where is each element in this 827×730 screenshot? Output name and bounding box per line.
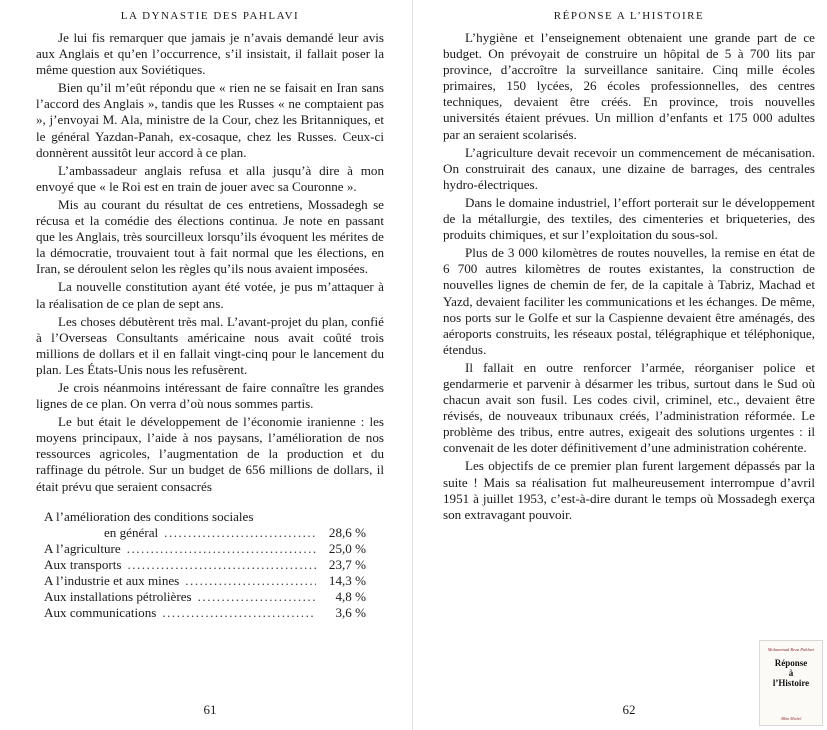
budget-label: A l’industrie et aux mines bbox=[44, 573, 180, 588]
cover-title bbox=[760, 658, 822, 688]
paragraph: Les choses débutèrent très mal. L’avant-projet du plan, confié à l’Overseas Consultants américaine nous avait coûté trois millions de dollars et il en fallait vingt-cinq pour le lancement du plan. Les États-Unis nous les refusèrent. bbox=[36, 313, 384, 377]
running-head-left: LA DYNASTIE DES PAHLAVI bbox=[120, 10, 300, 22]
paragraph: La nouvelle constitution ayant été votée, je pus m’attaquer à la réalisation de ce plan de sept ans. bbox=[36, 279, 384, 311]
paragraph: Le but était le développement de l’économie iranienne : les moyens principaux, l’aide à nos paysans, l’amélioration de nos ressources agricoles, l’augmentation de la production et du raffinage du pétrole. Sur un budget de 656 millions de dollars, il était prévu que seraient consacrés bbox=[36, 414, 384, 494]
paragraph: L’hygiène et l’enseignement obtenaient une grande part de ce budget. On prévoyait de construire un hôpital de 5 à 700 lits par province, d’accroître la surveillance sanitaire. Cinq mille écoles primaires, 150 lycées, 26 écoles professionnelles, des centres techniques, devaient être créés. En province, trois nouvelles universités étaient prévues. Un million d’enfants et 175 000 adultes par an seraient scolarisés. bbox=[443, 30, 815, 142]
page-number-left: 61 bbox=[203, 702, 217, 717]
budget-row bbox=[44, 541, 366, 557]
budget-value: 4,8 % bbox=[335, 589, 366, 605]
budget-label: Aux transports bbox=[44, 556, 122, 572]
budget-row bbox=[44, 605, 366, 621]
budget-label: Aux communications bbox=[44, 605, 157, 621]
cover-title-line: Réponse bbox=[774, 658, 808, 668]
right-body-text bbox=[443, 30, 815, 523]
budget-value: 14,3 % bbox=[328, 573, 366, 588]
budget-allocation-table bbox=[44, 509, 366, 622]
right-page bbox=[412, 0, 827, 730]
budget-row bbox=[44, 573, 366, 589]
cover-title-line: l’Histoire bbox=[772, 678, 810, 688]
paragraph: L’agriculture devait recevoir un commencement de mécanisation. On construirait des canaux, une dizaine de barrages, des centrales hydro-électriques. bbox=[443, 144, 815, 192]
paragraph: Bien qu’il m’eût répondu que « rien ne se faisait en Iran sans l’accord des Anglais », tandis que les Russes « ne comptaient pas », j’envoyai M. Ala, ministre de la Cour, chez les Britanniques, et le général Yazdan-Panah, ex-cosaque, chez les Russes. Ceux-ci donnèrent aussitôt leur accord à ce plan. bbox=[36, 80, 384, 160]
budget-value: 25,0 % bbox=[328, 540, 366, 556]
budget-value: 3,6 % bbox=[335, 605, 366, 621]
cover-publisher: Albin Michel bbox=[780, 716, 802, 721]
paragraph: Mis au courant du résultat de ces entretiens, Mossadegh se récusa et la comédie des élections continua. Je note en passant que les Anglais, très sourcilleux lorsqu’ils évoquent les mérites de la démocratie, trouvaient tout à fait normal que les élections, en Iran, se déroulent selon les règles qu’ils nous avaient imposées. bbox=[36, 196, 384, 277]
budget-row bbox=[44, 509, 366, 525]
paragraph: Je lui fis remarquer que jamais je n’avais demandé leur avis aux Anglais et qu’en l’occurrence, s’il insistait, il fallait poser la même question aux Soviétiques. bbox=[36, 30, 384, 78]
budget-row bbox=[44, 589, 366, 605]
cover-title-line: à bbox=[788, 668, 794, 678]
book-cover-thumbnail bbox=[759, 640, 823, 726]
paragraph: Les objectifs de ce premier plan furent largement dépassés par la suite ! Mais sa réalisation fut malheureusement interrompue d’avril 1951 à juillet 1953, c’est-à-dire durant le temps où Mossadegh exerça son extravagant pouvoir. bbox=[443, 458, 815, 522]
paragraph: Il fallait en outre renforcer l’armée, réorganiser police et gendarmerie et parvenir à désarmer les tribus, surtout dans le Sud où chacun avait son fusil. Les codes civil, criminel, etc., devaient être révisés, de nouveaux tribunaux créés, l’administration réformée. Le problème des tribus, entre autres, exigeait des solutions urgentes : il convenait de les doter définitivement d’une administration cohérente. bbox=[443, 359, 815, 456]
budget-label: en général bbox=[104, 524, 159, 540]
paragraph: Dans le domaine industriel, l’effort porterait sur le développement de la métallurgie, des textiles, des cimenteries et briqueteries, des produits chimiques, et sur l’exploitation du sous-sol. bbox=[443, 194, 815, 243]
budget-value: 28,6 % bbox=[328, 524, 366, 540]
page-number-right: 62 bbox=[622, 702, 636, 717]
paragraph: L’ambassadeur anglais refusa et alla jusqu’à dire à mon envoyé que « le Roi est en train de jouer avec sa Couronne ». bbox=[36, 162, 384, 194]
budget-value: 23,7 % bbox=[328, 556, 366, 572]
left-page bbox=[0, 0, 412, 730]
budget-label: A l’amélioration des conditions sociales bbox=[44, 508, 254, 524]
budget-row bbox=[44, 525, 366, 541]
paragraph: Je crois néanmoins intéressant de faire connaître les grandes lignes de ce plan. On verra d’où nous sommes partis. bbox=[36, 379, 384, 412]
cover-author: Mohammad Reza Pahlavi bbox=[767, 647, 815, 652]
left-body-text bbox=[36, 30, 384, 495]
budget-label: Aux installations pétrolières bbox=[44, 589, 192, 605]
paragraph: Plus de 3 000 kilomètres de routes nouvelles, la remise en état de 6 700 autres kilomètres de routes existantes, la construction de nouvelles lignes de chemin de fer, de la capitale à Tabriz, Machad et Yazd, devaient faciliter les communications et les échanges. De même, nos ports sur le Golfe et sur la Caspienne devaient être aménagés, des aéroports construits, les réseaux postal, télégraphique et téléphonique, étendus. bbox=[443, 245, 815, 357]
running-head-right: RÉPONSE A L’HISTOIRE bbox=[553, 10, 705, 22]
budget-label: A l’agriculture bbox=[44, 540, 121, 556]
budget-row bbox=[44, 557, 366, 573]
